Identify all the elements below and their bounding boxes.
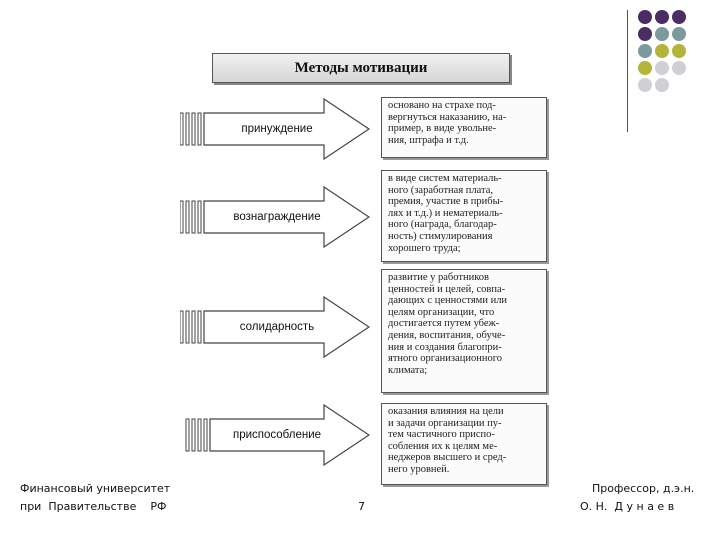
method-label: приспособление [232, 429, 322, 441]
footer-org-line2: при Правительстве РФ [20, 500, 167, 513]
footer-author-line2: О. Н. Д у н а е в [580, 500, 675, 513]
method-description-reward: в виде систем материаль- ного (заработная плата, премия, участие в прибы- лях и т.д.) и нематериаль- ного (награда, благодар- ность) стимулирования хорошего труда; [381, 170, 547, 262]
decorative-vertical-line [627, 10, 628, 132]
decorative-dot-grid [638, 10, 708, 120]
decorative-dot [672, 10, 686, 24]
decorative-dot [638, 10, 652, 24]
method-description-solidarity: развитие у работников ценностей и целей, совпа- дающих с ценностями или целям организации, что достигается путем убеж- дения, воспитания, обуче- ния и создания благопри- ятного организационного климата; [381, 269, 547, 393]
slide-title-text: Методы мотивации [294, 59, 428, 76]
decorative-dot [638, 44, 652, 58]
slide-title [212, 53, 510, 83]
decorative-dot [655, 44, 669, 58]
method-arrow-reward [180, 186, 370, 248]
decorative-dot [672, 61, 686, 75]
decorative-dot [638, 61, 652, 75]
decorative-dot [655, 61, 669, 75]
decorative-dot [655, 27, 669, 41]
method-description-coercion: основано на страхе под- вергнуться наказанию, на- пример, в виде увольне- ния, штрафа и т.д. [381, 97, 547, 158]
footer-org-line1: Финансовый университет [20, 482, 171, 495]
decorative-dot [655, 10, 669, 24]
page-number: 7 [358, 500, 365, 513]
decorative-dot [655, 78, 669, 92]
decorative-dot [672, 44, 686, 58]
decorative-dot [672, 27, 686, 41]
method-label: вознаграждение [233, 211, 321, 223]
method-label: солидарность [239, 321, 315, 333]
footer-author-line1: Профессор, д.э.н. [592, 482, 695, 495]
method-arrow-adaptation [180, 404, 370, 466]
method-arrow-solidarity [180, 296, 370, 358]
decorative-dot [638, 78, 652, 92]
decorative-dot [638, 27, 652, 41]
method-label: принуждение [241, 123, 313, 135]
method-arrow-coercion [180, 98, 370, 160]
method-description-adaptation: оказания влияния на цели и задачи организации пу- тем частичного приспо- собления их к целям ме- неджеров высшего и сред- него уровней. [381, 403, 547, 485]
